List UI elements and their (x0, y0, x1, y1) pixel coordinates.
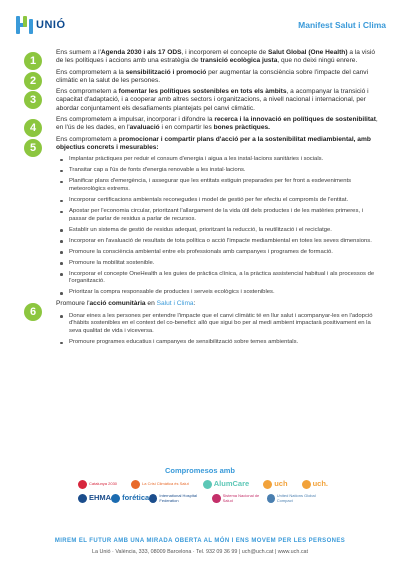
commitment-text-span: , en l'ús de les dades, en l' (56, 116, 378, 132)
commitment-text-span: Ens comprometem a (56, 135, 119, 143)
commitment-text-bold: avaluació (129, 124, 160, 132)
partner-logo-icon (131, 480, 140, 489)
partner-logo-icon (203, 480, 212, 489)
commitment-item (24, 116, 380, 133)
partner-logo (111, 494, 149, 503)
commitment-text (56, 69, 380, 86)
commitment-text (56, 300, 380, 308)
commitment-text-span: , a acompanyar la transició i capacitat d'adaptació, i a cooperar amb altres sectors i organitzacions, a nivell nacional i internacional, per abordar conjuntament els desafiaments plantejats pel canvi climàtic. (56, 88, 369, 112)
page-header (16, 16, 386, 36)
commitment-text-bold: fomentar les polítiques sostenibles en tots els àmbits (118, 88, 287, 96)
commitment-bullet: Planificar plans d'emergència, i assegurar que les entitats estiguin preparades per fer front a esdeveniments meteorològics extrems. (56, 178, 380, 193)
partner-logo (267, 494, 329, 503)
partner-logo (78, 480, 117, 489)
commitment-text-span: Promoure l' (56, 300, 90, 308)
partner-logo (263, 480, 287, 489)
commitment-bullet-list (56, 156, 380, 297)
commitment-item (24, 69, 380, 86)
commitment-item (24, 300, 380, 346)
commitment-text-span: en (145, 300, 157, 308)
partner-logo-icon (212, 494, 220, 503)
partner-logo-icon (302, 480, 311, 489)
partner-logo (302, 480, 328, 489)
partner-logo-icon (111, 494, 120, 503)
partner-logos (78, 480, 328, 508)
commitment-bullet: Incorporar el concepte OneHealth a les guies de pràctica clínica, a la pràctica assistencial habitual i als processos de l'organització. (56, 271, 380, 286)
partner-name: uch. (312, 479, 328, 489)
la-unio-logo-icon (16, 16, 34, 34)
partners-title: Compromesos amb (164, 466, 236, 475)
commitment-text-span: Ens comprometem a la (56, 68, 126, 76)
partner-name: EHMA (89, 493, 112, 503)
commitment-text-span: a la visió de les polítiques i accions amb una estratègia de (56, 49, 376, 65)
commitment-bullet: Incorporar en l'avaluació de resultats de tota política o acció l'impacte mediambiental en totes les seves dimensions. (56, 238, 380, 246)
commitment-text-bold: promocionar i compartir plans d'acció per a la sostenibilitat mediambiental, amb objectius concrets i mesurables: (56, 135, 371, 151)
partner-name: uch (274, 479, 288, 489)
commitment-text-span: Ens comprometem a (56, 88, 119, 96)
commitment-text-bold: bones pràctiques. (213, 124, 271, 132)
partner-logo (212, 494, 266, 503)
commitment-text (56, 49, 380, 66)
partner-logos-row-2 (78, 494, 328, 503)
commitment-text-span: per augmentar la consciència sobre l'impacte del canvi climàtic en la salut de les persones. (56, 68, 369, 84)
partner-logo (131, 480, 189, 489)
commitment-text-bold: Salut Global (One Health) (268, 49, 348, 56)
commitment-text-bold: Agenda 2030 i als 17 ODS (100, 49, 182, 56)
commitment-number-badge: 1 (24, 52, 42, 70)
logo-text: UNIÓ (36, 19, 66, 31)
commitment-number-badge: 5 (24, 139, 42, 157)
commitment-item (24, 136, 380, 297)
commitment-number-badge: 6 (24, 303, 42, 321)
partner-name: AlumCare (213, 479, 250, 489)
commitment-text (56, 116, 380, 133)
commitment-number-badge: 4 (24, 119, 42, 137)
commitment-text-span: , que no deixi ningú enrere. (277, 57, 358, 65)
commitment-bullet: Establir un sistema de gestió de residus adequat, prioritzant la reducció, la reutilització i el reciclatge. (56, 227, 380, 235)
commitments-list (24, 49, 380, 350)
commitment-bullet: Prioritzar la compra responsable de productes i serveis ecològics i sostenibles. (56, 289, 380, 297)
partner-logos-row-1 (78, 480, 328, 489)
partner-name: Catalunya 2030 (89, 481, 118, 487)
partner-name: International Hospital Federation (159, 493, 197, 503)
commitment-text-bold: recerca i la innovació en polítiques de sostenibilitat (214, 116, 376, 124)
commitment-bullet-list (56, 313, 380, 347)
partner-logo-icon (78, 480, 87, 489)
commitment-number-badge: 2 (24, 72, 42, 90)
commitment-text-span: Ens comprometem a impulsar, incorporar i difondre la (56, 116, 215, 124)
commitment-text-span: , i incorporem el concepte de (181, 49, 269, 56)
document-title: Manifest Salut i Clima (298, 20, 386, 30)
partner-logo-icon (78, 494, 87, 503)
commitment-text-bold: acció comunitària (89, 300, 146, 308)
partner-name: Sistema Nacional de Salud (222, 493, 260, 503)
commitment-text (56, 136, 380, 153)
commitment-number-badge: 3 (24, 91, 42, 109)
partner-name: United Nations Global Compact (276, 493, 316, 503)
partner-logo-icon (267, 494, 275, 503)
partner-name: La Crisi Climàtica és Salut (142, 481, 189, 487)
commitment-item (24, 49, 380, 66)
partner-logo-icon (263, 480, 272, 489)
partner-logo (149, 494, 212, 503)
commitment-bullet: Transitar cap a l'ús de fonts d'energia renovable a les instal·lacions. (56, 167, 380, 175)
commitment-bullet: Promoure la consciència ambiental entre els professionals amb campanyes i programes de formació. (56, 249, 380, 257)
commitment-item (24, 88, 380, 113)
commitment-bullet: Apostar per l'economia circular, prioritzant l'allargament de la vida útil dels productes i de les matèries primeres, i passar de parlar de residus a parlar de recursos. (56, 208, 380, 223)
commitment-text-span: : (193, 300, 196, 308)
footer-slogan: MIREM EL FUTUR AMB UNA MIRADA OBERTA AL MÓN I ENS MOVEM PER LES PERSONES (54, 538, 346, 544)
commitment-text-span: Salut i Clima (156, 300, 194, 308)
commitment-bullet: Promoure la mobilitat sostenible. (56, 260, 380, 268)
footer-contact: La Unió · València, 333, 08009 Barcelona · Tel. 932 09 36 99 | uch@uch.cat | www.uch.cat (91, 549, 309, 555)
commitment-text-bold: transició ecològica justa (200, 57, 278, 65)
commitment-bullet: Implantar pràctiques per reduir el consum d'energia i aigua a les instal·lacions sanitàries i socials. (56, 156, 380, 164)
partner-logo (78, 494, 111, 503)
commitment-bullet: Promoure programes educatius i campanyes de sensibilització sobre temes ambientals. (56, 339, 380, 347)
commitment-bullet: Incorporar certificacions ambientals reconegudes i model de gestió per fer efectiu el compromís de l'entitat. (56, 197, 380, 205)
commitment-text-bold: sensibilització i promoció (125, 68, 207, 76)
partner-logo-icon (149, 494, 157, 503)
la-unio-logo (16, 16, 66, 34)
commitment-text-span: i en compartir les (159, 124, 214, 132)
commitment-text-span: Ens sumem a l' (56, 49, 101, 56)
commitment-bullet: Donar eines a les persones per entendre l'impacte que el canvi climàtic té en llur salut i acompanyar-les en l'adopció d'hàbits sostenibles en el context del co-benefici: allò que sigui bo per al medi ambient impactarà positivament en la seva qualitat de vida i viceversa. (56, 313, 380, 336)
partner-name: forética (122, 493, 150, 503)
partner-logo (203, 480, 249, 489)
commitment-text (56, 88, 380, 113)
